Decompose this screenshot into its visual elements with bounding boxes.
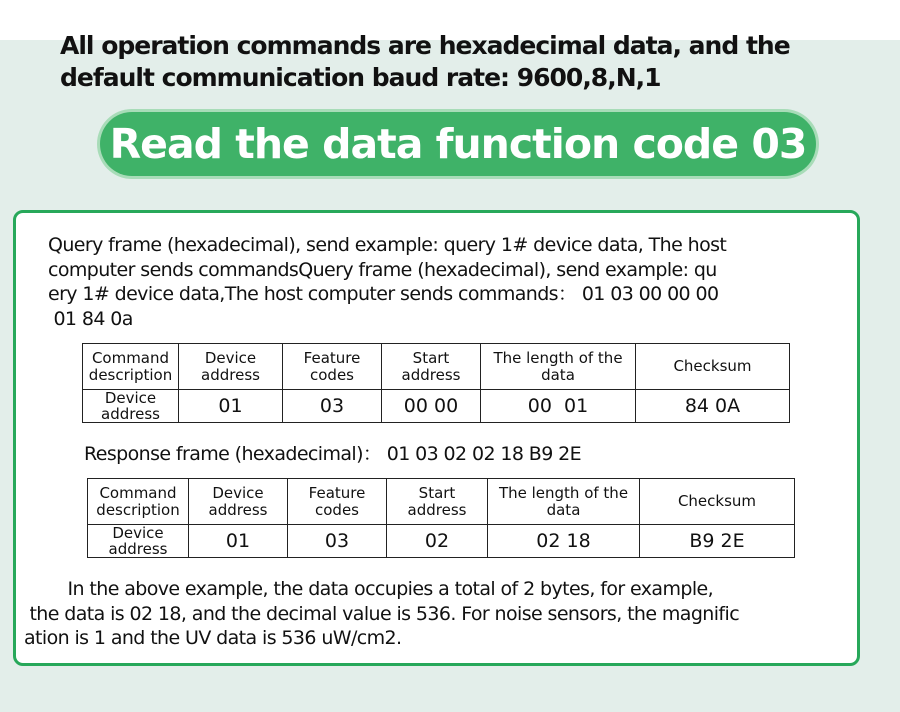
value-cell-row-label: Device address (88, 525, 189, 558)
value-cell-device-address: 01 (189, 525, 288, 558)
header-cell-data-length: The length of the data (481, 344, 636, 390)
query-line-1: Query frame (hexadecimal), send example: query 1# device data, The host (48, 234, 727, 256)
header-cell-device-address: Device address (179, 344, 283, 390)
header-cell-feature-codes: Feature codes (283, 344, 382, 390)
value-cell-checksum: 84 0A (636, 390, 790, 423)
header-cell-command-description: Command description (83, 344, 179, 390)
value-cell-data-length: 02 18 (488, 525, 640, 558)
value-cell-feature-codes: 03 (288, 525, 387, 558)
query-frame-table (82, 343, 790, 423)
query-description (48, 233, 726, 331)
header-cell-checksum: Checksum (636, 344, 790, 390)
value-cell-data-length: 00 01 (481, 390, 636, 423)
table-row (83, 390, 790, 423)
summary-line-1: In the above example, the data occupies a total of 2 bytes, for example, (24, 578, 714, 600)
value-cell-row-label: Device address (83, 390, 179, 423)
header-cell-data-length: The length of the data (488, 479, 640, 525)
response-description: Response frame (hexadecimal)： 01 03 02 02 18 B9 2E (84, 443, 582, 465)
header-cell-feature-codes: Feature codes (288, 479, 387, 525)
header-cell-start-address: Start address (387, 479, 488, 525)
summary-line-3: ation is 1 and the UV data is 536 uW/cm2. (24, 627, 402, 649)
response-frame-table (87, 478, 795, 558)
title-banner (100, 112, 816, 176)
query-line-4: 01 84 0a (48, 307, 133, 330)
value-cell-device-address: 01 (179, 390, 283, 423)
value-cell-feature-codes: 03 (283, 390, 382, 423)
summary-line-2: the data is 02 18, and the decimal value is 536. For noise sensors, the magnific (24, 602, 740, 625)
header-cell-device-address: Device address (189, 479, 288, 525)
header-cell-command-description: Command description (88, 479, 189, 525)
query-line-3: ery 1# device data,The host computer sends commands： 01 03 00 00 00 (48, 283, 719, 305)
header-cell-start-address: Start address (382, 344, 481, 390)
header-cell-checksum: Checksum (640, 479, 795, 525)
header-line-2: default communication baud rate: 9600,8,N,1 (60, 63, 661, 92)
value-cell-checksum: B9 2E (640, 525, 795, 558)
table-row (88, 525, 795, 558)
value-cell-start-address: 02 (387, 525, 488, 558)
value-cell-start-address: 00 00 (382, 390, 481, 423)
query-line-2: computer sends commandsQuery frame (hexadecimal), send example: qu (48, 258, 717, 281)
header-line-1: All operation commands are hexadecimal data, and the (60, 31, 790, 60)
page-title: Read the data function code 03 (109, 120, 807, 168)
table-header-row (83, 344, 790, 390)
summary-paragraph (24, 577, 739, 651)
table-header-row (88, 479, 795, 525)
